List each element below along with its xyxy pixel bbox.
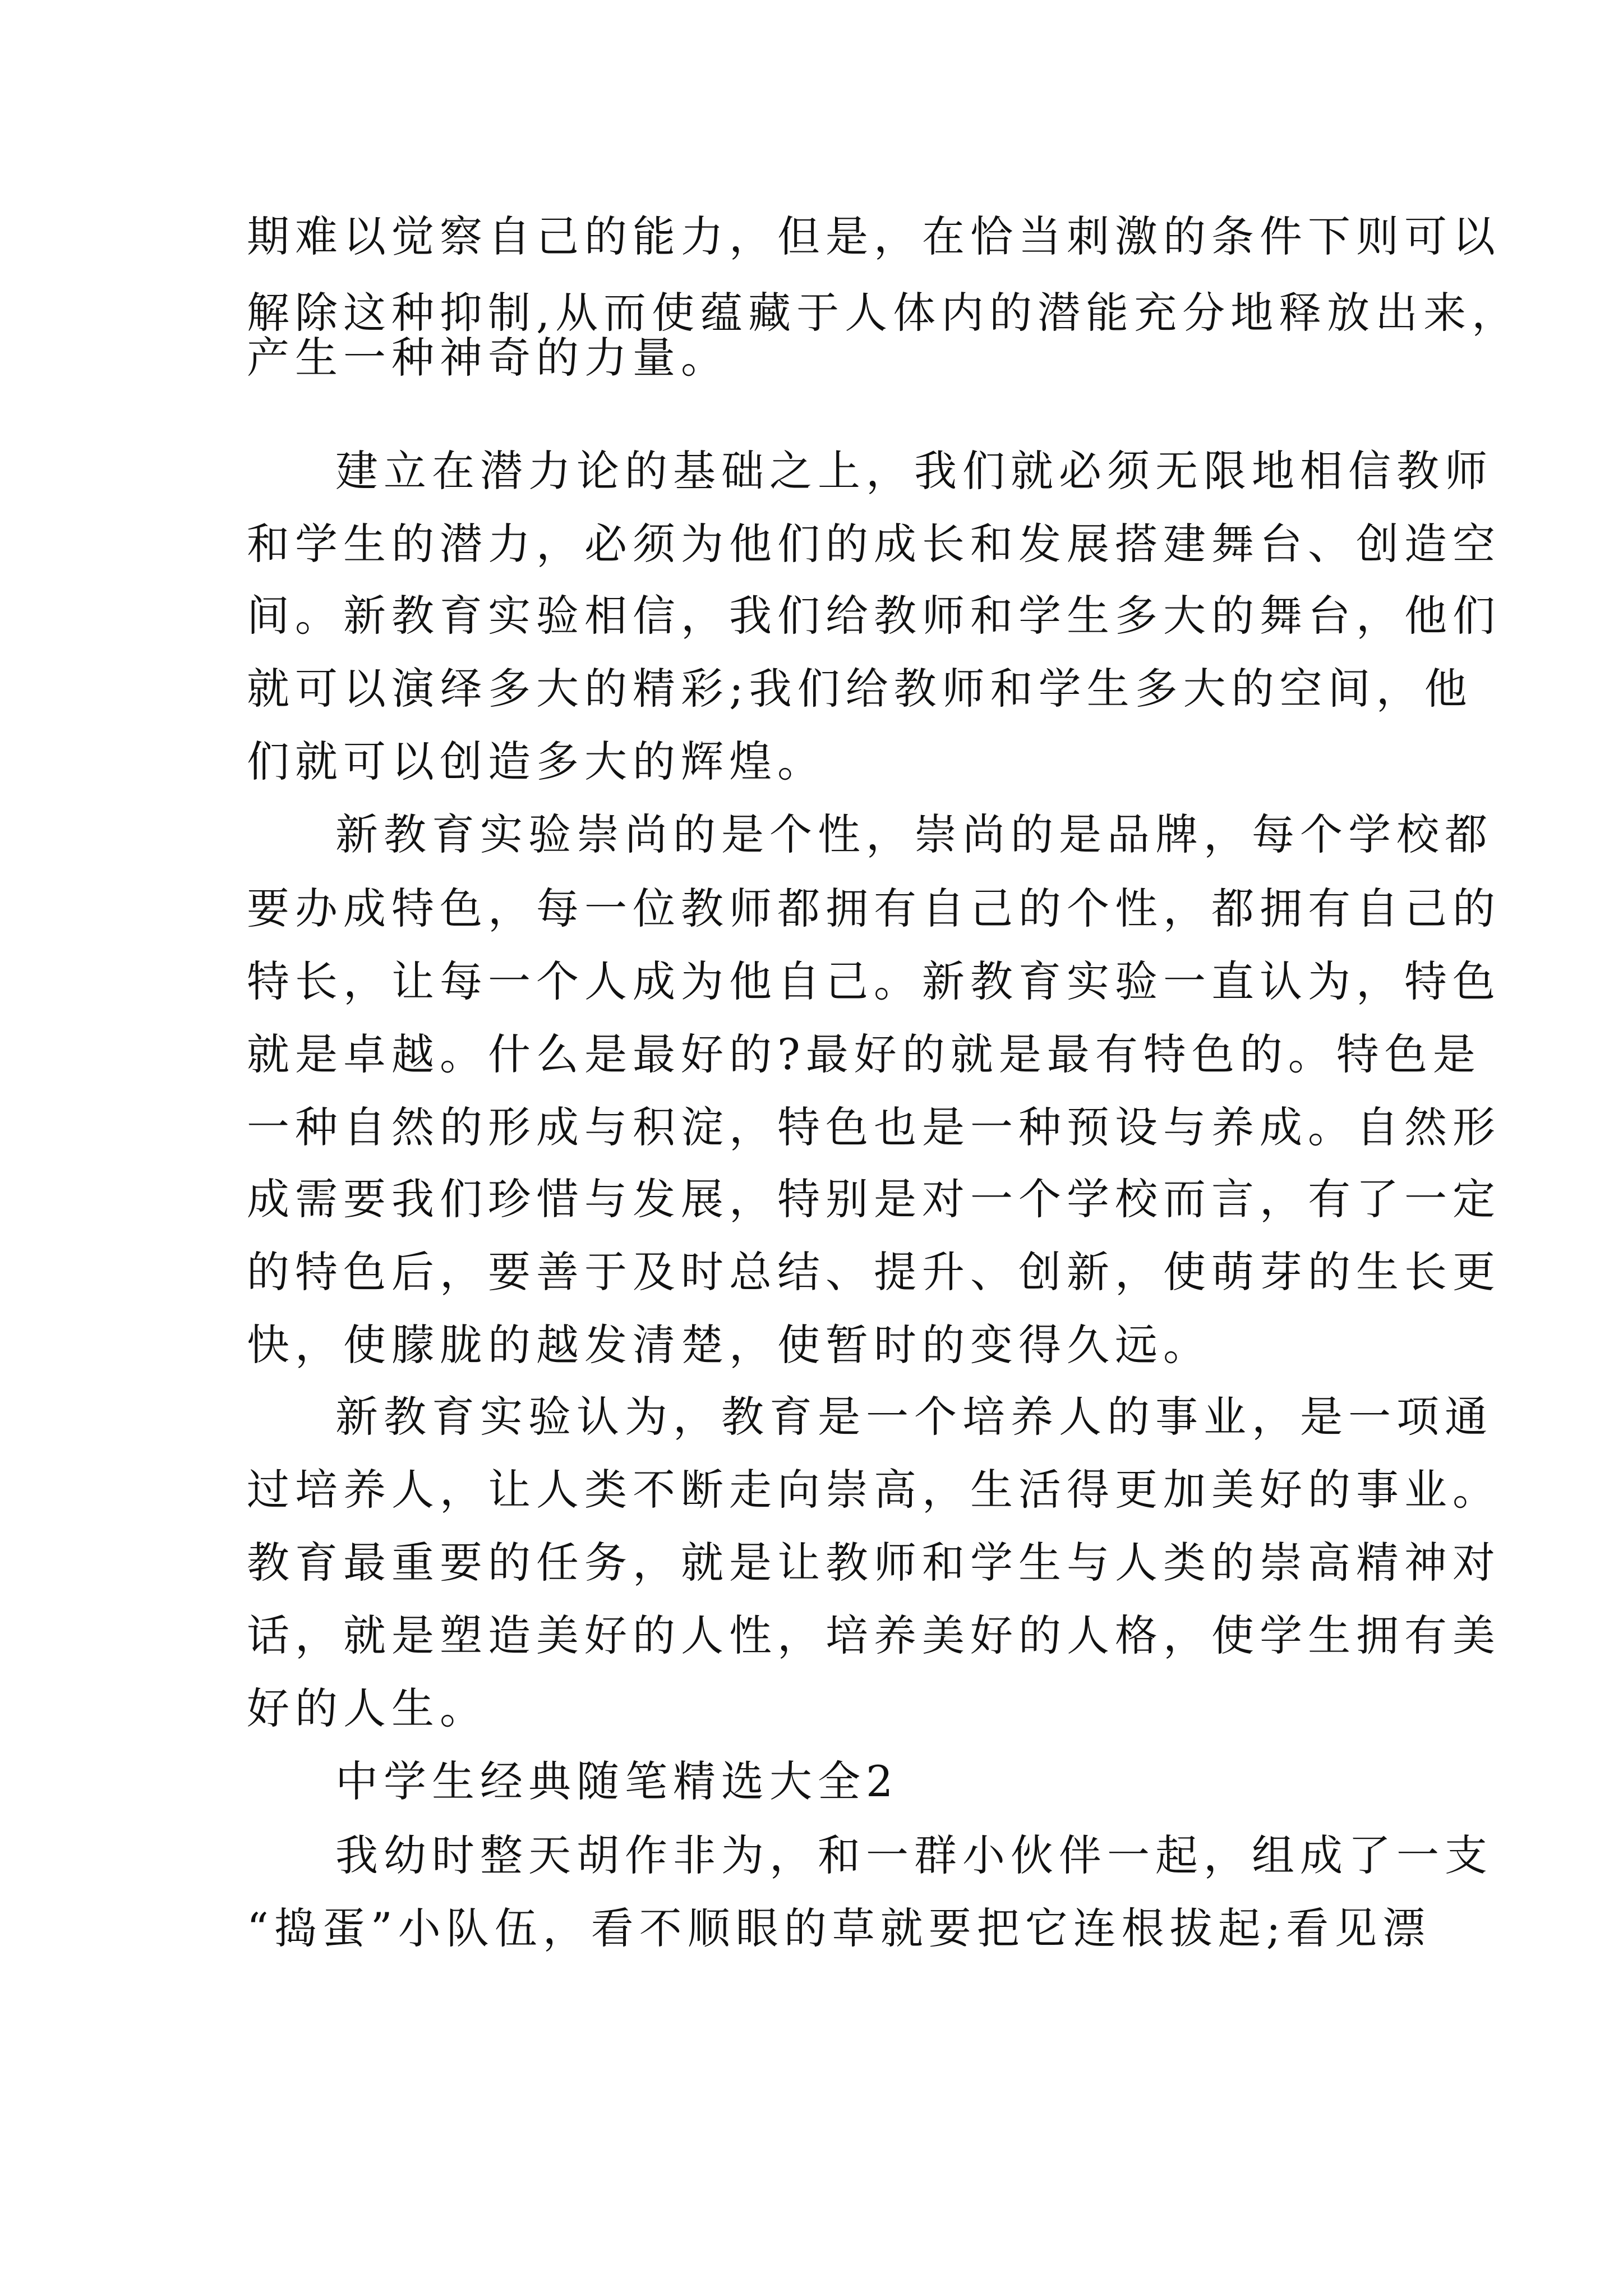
text-line: 特长，让每一个人成为他自己。新教育实验一直认为，特色 [247, 956, 1501, 1006]
text-line: 教育最重要的任务，就是让教师和学生与人类的崇高精神对 [247, 1538, 1501, 1588]
text-line: 的特色后，要善于及时总结、提升、创新，使萌芽的生长更 [247, 1247, 1501, 1297]
text-line: 解除这种抑制,从而使蕴藏于人体内的潜能充分地释放出来， [247, 288, 1520, 338]
paragraph-start-line: 新教育实验认为，教育是一个培养人的事业，是一项通 [335, 1392, 1493, 1442]
text-line: 过培养人，让人类不断走向崇高，生活得更加美好的事业。 [247, 1465, 1501, 1515]
text-line: 就可以演绎多大的精彩;我们给教师和学生多大的空间，他 [247, 664, 1473, 714]
paragraph-start-line: 建立在潜力论的基础之上，我们就必须无限地相信教师 [335, 446, 1493, 496]
text-line: 产生一种神奇的力量。 [247, 333, 729, 383]
text-line: 们就可以创造多大的辉煌。 [247, 737, 826, 786]
text-line: 话，就是塑造美好的人性，培养美好的人格，使学生拥有美 [247, 1611, 1501, 1660]
section-title: 中学生经典随笔精选大全2 [335, 1756, 899, 1806]
text-line: 快，使朦胧的越发清楚，使暂时的变得久远。 [247, 1320, 1211, 1370]
text-line: 要办成特色，每一位教师都拥有自己的个性，都拥有自己的 [247, 884, 1501, 933]
text-line: 一种自然的形成与积淀，特色也是一种预设与养成。自然形 [247, 1102, 1501, 1152]
text-line: 间。新教育实验相信，我们给教师和学生多大的舞台，他们 [247, 591, 1501, 641]
text-line: “捣蛋”小队伍，看不顺眼的草就要把它连根拔起;看见漂 [247, 1903, 1431, 1953]
text-line: 期难以觉察自己的能力，但是，在恰当刺激的条件下则可以 [247, 211, 1501, 261]
text-line: 好的人生。 [247, 1683, 488, 1733]
text-line: 就是卓越。什么是最好的?最好的就是最有特色的。特色是 [247, 1029, 1481, 1079]
paragraph-start-line: 我幼时整天胡作非为，和一群小伙伴一起，组成了一支 [335, 1830, 1493, 1880]
paragraph-start-line: 新教育实验崇尚的是个性，崇尚的是品牌，每个学校都 [335, 809, 1493, 859]
text-line: 成需要我们珍惜与发展，特别是对一个学校而言，有了一定 [247, 1174, 1501, 1224]
text-line: 和学生的潜力，必须为他们的成长和发展搭建舞台、创造空 [247, 519, 1501, 569]
